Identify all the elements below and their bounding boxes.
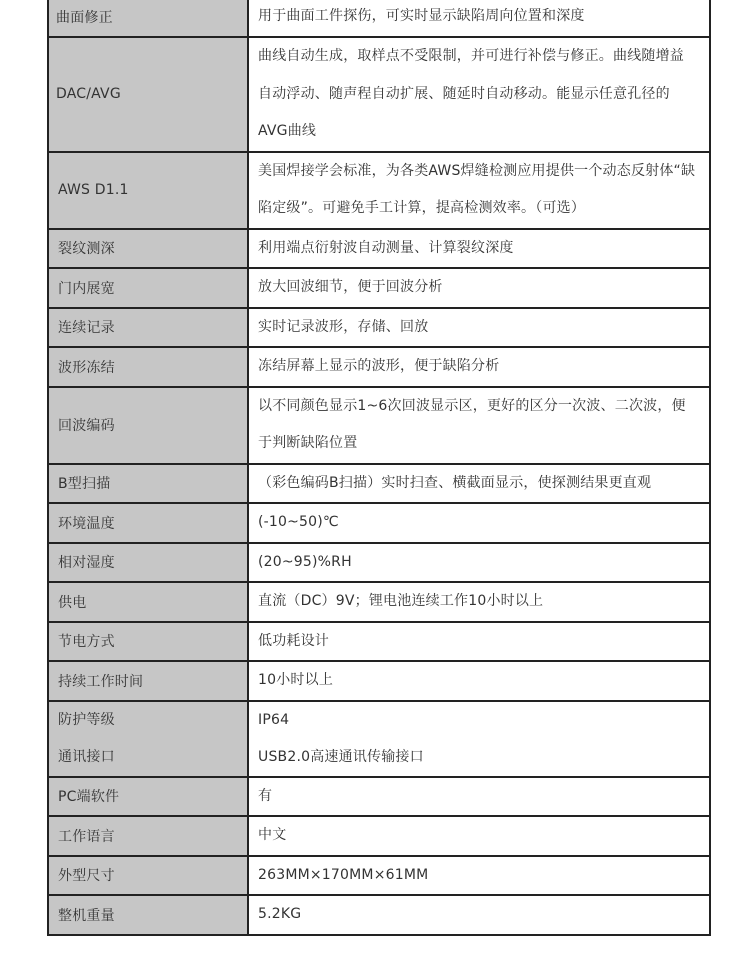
table-row: [48, 152, 710, 229]
row-label: 整机重量: [48, 895, 248, 935]
row-label: B型扫描: [48, 464, 248, 504]
table-row: [48, 387, 710, 464]
row-value: 以不同颜色显示1~6次回波显示区，更好的区分一次波、二次波，便于判断缺陷位置: [248, 387, 710, 464]
row-value: 利用端点衍射波自动测量、计算裂纹深度: [248, 229, 710, 269]
row-value: 曲线自动生成，取样点不受限制，并可进行补偿与修正。曲线随增益自动浮动、随声程自动扩展、随延时自动移动。能显示任意孔径的AVG曲线: [248, 37, 710, 152]
row-label: 连续记录: [48, 308, 248, 348]
row-label: 裂纹测深: [48, 229, 248, 269]
row-label: 相对湿度: [48, 543, 248, 583]
row-value: 中文: [248, 816, 710, 856]
table-row: [48, 661, 710, 701]
row-label: 环境温度: [48, 503, 248, 543]
row-label: 节电方式: [48, 622, 248, 662]
row-value: 冻结屏幕上显示的波形，便于缺陷分析: [248, 347, 710, 387]
row-value: 5.2KG: [248, 895, 710, 935]
row-value: 直流（DC）9V；锂电池连续工作10小时以上: [248, 582, 710, 622]
row-label-line: 通讯接口: [58, 748, 115, 765]
row-value: (20~95)%RH: [248, 543, 710, 583]
row-label: 供电: [48, 582, 248, 622]
table-row: [48, 229, 710, 269]
row-value: [248, 701, 710, 777]
table-row: [48, 37, 710, 152]
row-label: [48, 701, 248, 777]
row-label: 外型尺寸: [48, 856, 248, 896]
table-row: [48, 582, 710, 622]
table-row: [48, 347, 710, 387]
row-value: 实时记录波形，存储、回放: [248, 308, 710, 348]
row-label: PC端软件: [48, 777, 248, 817]
table-row: [48, 622, 710, 662]
row-label: 持续工作时间: [48, 661, 248, 701]
row-value-line: IP64: [258, 711, 290, 728]
row-value: 用于曲面工件探伤，可实时显示缺陷周向位置和深度: [248, 0, 710, 37]
table-row: [48, 503, 710, 543]
row-value: (-10~50)℃: [248, 503, 710, 543]
row-label: 曲面修正: [48, 0, 248, 37]
row-label: AWS D1.1: [48, 152, 248, 229]
table-row: [48, 464, 710, 504]
row-value-line: USB2.0高速通讯传输接口: [258, 748, 424, 765]
row-label-line: 防护等级: [58, 711, 115, 728]
table-row: [48, 816, 710, 856]
row-label: 工作语言: [48, 816, 248, 856]
row-label: 门内展宽: [48, 268, 248, 308]
row-value: 有: [248, 777, 710, 817]
row-label: DAC/AVG: [48, 37, 248, 152]
table-row: [48, 0, 710, 37]
spec-table: [47, 0, 711, 936]
row-value: 美国焊接学会标准，为各类AWS焊缝检测应用提供一个动态反射体“缺陷定级”。可避免手工计算，提高检测效率。（可选）: [248, 152, 710, 229]
row-value: 263MM×170MM×61MM: [248, 856, 710, 896]
row-value: （彩色编码B扫描）实时扫查、横截面显示，使探测结果更直观: [248, 464, 710, 504]
table-row: [48, 895, 710, 935]
table-row: [48, 701, 710, 777]
table-row: [48, 268, 710, 308]
row-value: 低功耗设计: [248, 622, 710, 662]
row-value: 放大回波细节，便于回波分析: [248, 268, 710, 308]
row-label: 波形冻结: [48, 347, 248, 387]
table-row: [48, 856, 710, 896]
table-row: [48, 777, 710, 817]
table-row: [48, 543, 710, 583]
table-row: [48, 308, 710, 348]
row-label: 回波编码: [48, 387, 248, 464]
row-value: 10小时以上: [248, 661, 710, 701]
